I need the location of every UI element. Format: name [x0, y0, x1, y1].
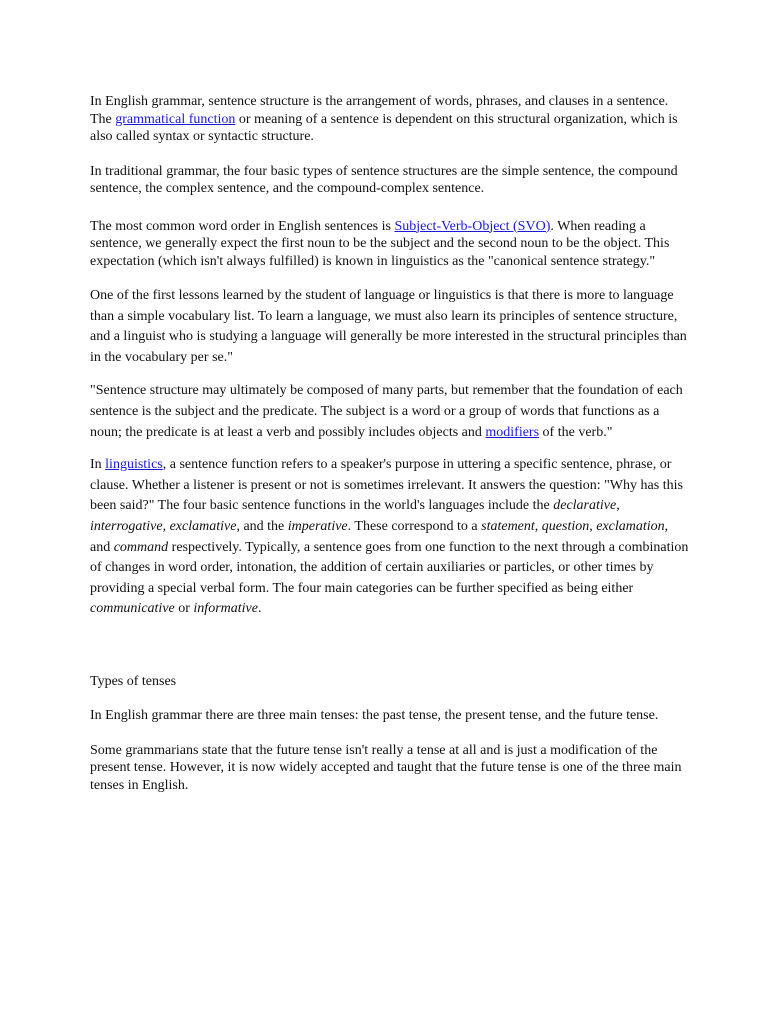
paragraph-text: , [616, 498, 620, 514]
term-declarative: declarative [553, 498, 617, 514]
paragraph-text: . [257, 601, 262, 617]
paragraph-four-types [90, 163, 690, 198]
paragraph-text: , and [90, 518, 669, 555]
term-command: command [113, 539, 169, 555]
modifiers-link[interactable]: modifiers [485, 424, 540, 440]
paragraph-sentence-structure [90, 93, 690, 146]
paragraph-text: , [162, 518, 170, 534]
term-communicative: communicative [90, 601, 175, 617]
paragraph-future-tense [90, 742, 690, 795]
paragraph-text: . When reading a sentence, we generally expect the first noun to be the subject and the second noun to be the object. This expectation (which isn't always fulfilled) is known in linguistics as the "canonical sentence strategy." [90, 218, 670, 269]
paragraph-text: , [589, 518, 597, 534]
paragraph-text: The most common word order in English sentences is [90, 218, 395, 234]
paragraph-text: In [90, 457, 106, 473]
paragraph-text: One of the first lessons learned by the student of language or linguistics is that there is more to language than a simple vocabulary list. To learn a language, we must also learn its principles of sentence structure, and a linguist who is studying a language will generally be more interested in the structural principles than in the vocabulary per se." [90, 288, 687, 365]
paragraph-text: , [534, 518, 542, 534]
svo-link[interactable]: Subject-Verb-Object (SVO) [394, 218, 551, 234]
paragraph-text: or meaning of a sentence is dependent on this structural organization, which is also called syntax or syntactic structure. [90, 111, 678, 144]
paragraph-word-order [90, 218, 690, 271]
paragraph-text: "Sentence structure may ultimately be composed of many parts, but remember that the foundation of each sentence is the subject and the predicate. The subject is a word or a group of words that functions as a noun; the predicate is at least a verb and possibly includes objects and [90, 383, 683, 440]
paragraph-text: In traditional grammar, the four basic types of sentence structures are the simple sentence, the compound sentence, the complex sentence, and the compound-complex sentence. [90, 163, 678, 196]
paragraph-text: or [174, 601, 194, 617]
section-heading-types-of-tenses: Types of tenses [90, 673, 177, 689]
term-imperative: imperative [287, 518, 348, 534]
paragraph-text: Some grammarians state that the future tense isn't really a tense at all and is just a modification of the present tense. However, it is now widely accepted and taught that the future tense is one of the three main tenses in English. [90, 742, 682, 793]
term-informative: informative [193, 601, 258, 617]
linguistics-link[interactable]: linguistics [105, 457, 163, 473]
paragraph-text: In English grammar, sentence structure is the arrangement of words, phrases, and clauses in a sentence. The [90, 94, 669, 127]
term-question: question [541, 518, 590, 534]
paragraph-text: . These correspond to a [347, 518, 482, 534]
term-interrogative: interrogative [90, 518, 163, 534]
paragraph-text: of the verb." [539, 424, 613, 440]
paragraph-three-tenses [90, 707, 690, 725]
term-exclamation: exclamation [596, 518, 665, 534]
paragraph-subject-predicate [90, 381, 690, 443]
paragraph-sentence-function [90, 455, 690, 620]
term-exclamative: exclamative [169, 518, 237, 534]
paragraph-text: , and the [236, 518, 288, 534]
paragraph-text: In English grammar there are three main tenses: the past tense, the present tense, and the future tense. [90, 708, 659, 724]
paragraph-text: respectively. Typically, a sentence goes from one function to the next through a combination of changes in word order, intonation, the addition of certain auxiliaries or particles, or other times by providing a special verbal form. The four main categories can be further specified as being either [90, 539, 689, 596]
paragraph-first-lessons [90, 286, 690, 368]
term-statement: statement [481, 518, 535, 534]
grammatical-function-link[interactable]: grammatical function [115, 111, 236, 127]
document-page [90, 93, 690, 794]
paragraph-text: , a sentence function refers to a speaker's purpose in uttering a specific sentence, phrase, or clause. Whether a listener is present or not is sometimes irrelevant. It answers the question: "Why has this been said?" The four basic sentence functions in the world's languages include the [90, 457, 683, 514]
